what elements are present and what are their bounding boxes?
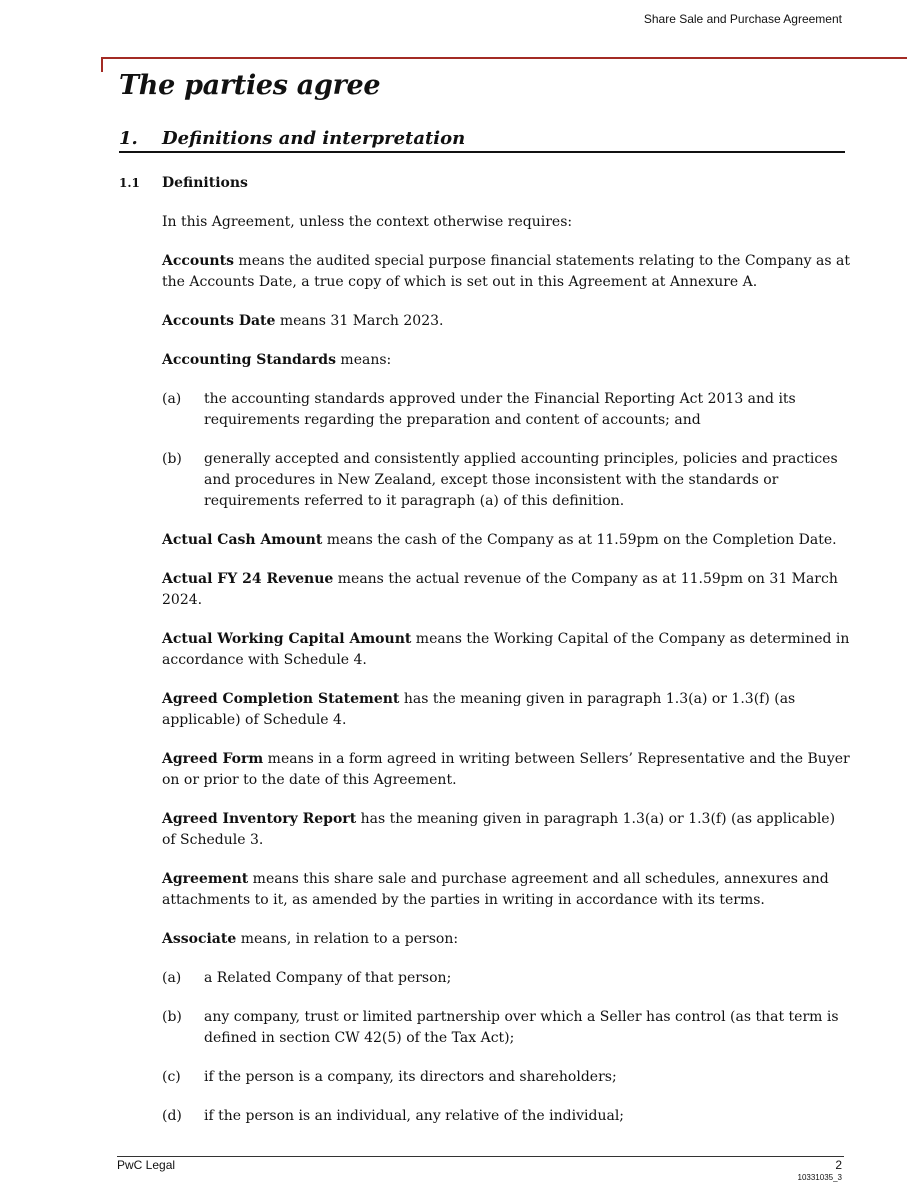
list-item <box>162 389 852 431</box>
definition-text: means in a form agreed in writing between Sellers’ Representative and the Buyer on or prior to the date of this Agreement. <box>162 751 850 788</box>
defined-term: Actual Cash Amount <box>162 532 323 548</box>
section-number: 1. <box>119 128 138 149</box>
list-item-text: generally accepted and consistently applied accounting principles, policies and practices and procedures in New Zealand, except those inconsistent with the standards or requirements referred to it paragraph (a) of this definition. <box>204 451 838 509</box>
defined-term: Accounts <box>162 253 234 269</box>
definition-actual-cash-amount <box>162 530 852 551</box>
definition-actual-working-capital <box>162 629 852 671</box>
definition-agreed-completion-statement <box>162 689 852 731</box>
list-item <box>162 1007 852 1049</box>
definition-text: has the meaning given in paragraph 1.3(a) or 1.3(f) (as applicable) of Schedule 4. <box>162 691 796 728</box>
defined-term: Agreed Inventory Report <box>162 811 357 827</box>
list-item <box>162 449 852 512</box>
definition-text: has the meaning given in paragraph 1.3(a) or 1.3(f) (as applicable) of Schedule 3. <box>162 811 836 848</box>
defined-term: Agreed Form <box>162 751 264 767</box>
definition-actual-fy24-revenue <box>162 569 852 611</box>
definition-agreed-form <box>162 749 852 791</box>
definition-agreed-inventory-report <box>162 809 852 851</box>
defined-term: Associate <box>162 931 237 947</box>
definition-text: means: <box>335 352 392 368</box>
definition-text: means the Working Capital of the Company as determined in accordance with Schedule 4. <box>162 631 850 668</box>
list-item-label: (a) <box>162 391 182 407</box>
section-title: Definitions and interpretation <box>162 128 466 149</box>
list-item-label: (b) <box>162 1009 182 1025</box>
list-item <box>162 968 852 989</box>
definition-accounts <box>162 251 852 293</box>
defined-term: Actual Working Capital Amount <box>162 631 412 647</box>
defined-term: Agreed Completion Statement <box>162 691 400 707</box>
definition-accounting-standards <box>162 350 852 371</box>
document-reference: 10331035_3 <box>797 1173 842 1182</box>
running-header-title: Share Sale and Purchase Agreement <box>643 12 842 26</box>
section-heading <box>119 127 845 153</box>
list-item-label: (b) <box>162 451 182 467</box>
definition-associate <box>162 929 852 950</box>
footer-firm-name: PwC Legal <box>117 1158 176 1172</box>
header-rule-tick <box>101 57 103 72</box>
list-item-label: (d) <box>162 1108 182 1124</box>
header-rule <box>101 57 907 59</box>
list-item <box>162 1067 852 1088</box>
definition-accounts-date <box>162 311 852 332</box>
page-title: The parties agree <box>119 70 381 101</box>
list-item <box>162 1106 852 1127</box>
definitions-body <box>162 212 852 1145</box>
defined-term: Actual FY 24 Revenue <box>162 571 334 587</box>
list-item-text: any company, trust or limited partnership over which a Seller has control (as that term is defined in section CW 42(5) of the Tax Act); <box>204 1009 839 1046</box>
definition-text: means the cash of the Company as at 11.59pm on the Completion Date. <box>322 532 837 548</box>
footer-rule <box>117 1156 844 1157</box>
intro-paragraph: In this Agreement, unless the context otherwise requires: <box>162 214 573 230</box>
page-number: 2 <box>835 1158 842 1172</box>
defined-term: Agreement <box>162 871 249 887</box>
list-item-text: a Related Company of that person; <box>204 970 452 986</box>
definition-text: means this share sale and purchase agreement and all schedules, annexures and attachments to it, as amended by the parties in writing in accordance with its terms. <box>162 871 829 908</box>
definition-text: means the actual revenue of the Company as at 11.59pm on 31 March 2024. <box>162 571 838 608</box>
list-item-label: (a) <box>162 970 182 986</box>
definition-text: means, in relation to a person: <box>236 931 459 947</box>
list-item-text: the accounting standards approved under the Financial Reporting Act 2013 and its requirements regarding the preparation and content of accounts; and <box>204 391 796 428</box>
defined-term: Accounts Date <box>162 313 276 329</box>
list-item-label: (c) <box>162 1069 181 1085</box>
list-item-text: if the person is a company, its directors and shareholders; <box>204 1069 617 1085</box>
definition-agreement <box>162 869 852 911</box>
defined-term: Accounting Standards <box>162 352 336 368</box>
definition-text: means 31 March 2023. <box>275 313 444 329</box>
list-item-text: if the person is an individual, any relative of the individual; <box>204 1108 625 1124</box>
subsection-number: 1.1 <box>119 176 140 190</box>
subsection-title: Definitions <box>162 175 248 191</box>
definition-text: means the audited special purpose financial statements relating to the Company as at the Accounts Date, a true copy of which is set out in this Agreement at Annexure A. <box>162 253 850 290</box>
